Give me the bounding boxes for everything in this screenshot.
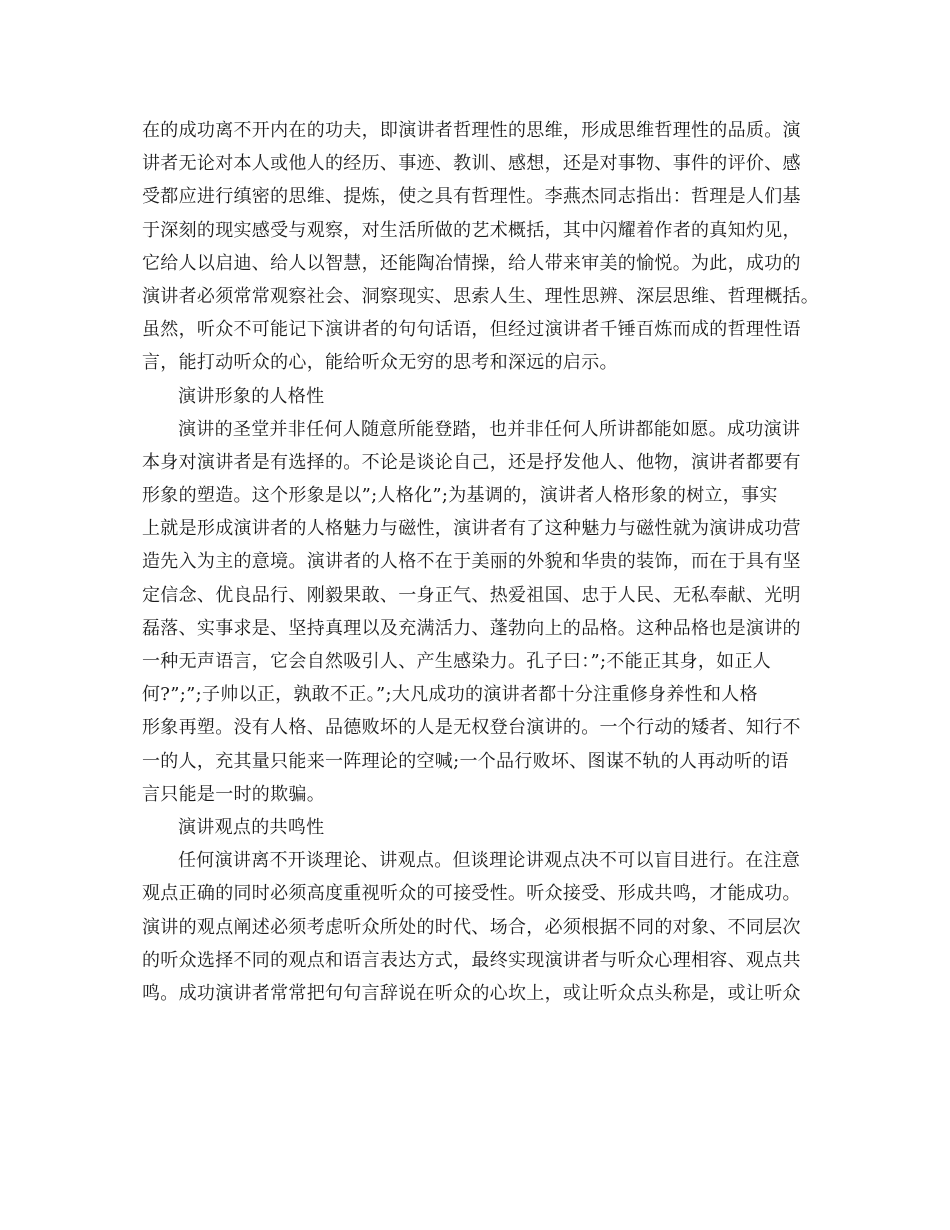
text-line: 鸣。成功演讲者常常把句句言辞说在听众的心坎上，或让听众点头称是，或让听众: [142, 982, 801, 1004]
text-line: 于深刻的现实感受与观察，对生活所做的艺术概括，其中闪耀着作者的真知灼见，: [142, 219, 801, 241]
text-line: 一种无声语言，它会自然吸引人、产生感染力。孔子曰：”;不能正其身，如正人: [142, 651, 772, 672]
text-line: 形象的塑造。这个形象是以”;人格化”;为基调的，演讲者人格形象的树立，事实: [142, 485, 778, 507]
text-line: 上就是形成演讲者的人格魅力与磁性，演讲者有了这种魅力与磁性就为演讲成功营: [142, 518, 801, 540]
text-line: 在的成功离不开内在的功夫，即演讲者哲理性的思维，形成思维哲理性的品质。演: [142, 120, 801, 141]
text-line: 演讲的圣堂并非任何人随意所能登踏，也并非任何人所讲都能如愿。成功演讲: [178, 418, 801, 440]
text-line: 磊落、实事求是、坚持真理以及充满活力、蓬勃向上的品格。这种品格也是演讲的: [142, 617, 801, 639]
text-line: 形象再塑。没有人格、品德败坏的人是无权登台演讲的。一个行动的矮者、知行不: [142, 717, 801, 739]
text-line: 演讲观点的共鸣性: [178, 816, 325, 838]
text-line: 的听众选择不同的观点和语言表达方式，最终实现演讲者与听众心理相容、观点共: [142, 949, 801, 971]
text-line: 定信念、优良品行、刚毅果敢、一身正气、热爱祖国、忠于人民、无私奉献、光明: [142, 584, 801, 606]
text-line: 受都应进行缜密的思维、提炼，使之具有哲理性。李燕杰同志指出：哲理是人们基: [142, 186, 801, 208]
text-line: 观点正确的同时必须高度重视听众的可接受性。听众接受、形成共鸣，才能成功。: [142, 883, 801, 905]
text-line: 演讲形象的人格性: [178, 385, 325, 407]
text-line: 本身对演讲者是有选择的。不论是谈论自己，还是抒发他人、他物，演讲者都要有: [142, 451, 801, 473]
text-line: 言，能打动听众的心，能给听众无穷的思考和深远的启示。: [142, 352, 618, 374]
text-line: 言只能是一时的欺骗。: [142, 783, 325, 805]
body-text: [142, 114, 832, 1010]
text-line: 演讲的观点阐述必须考虑听众所处的时代、场合，必须根据不同的对象、不同层次: [142, 916, 801, 938]
text-line: 演讲者必须常常观察社会、洞察现实、思索人生、理性思辨、深层思维、哲理概括。: [142, 285, 820, 307]
text-line: 一的人，充其量只能来一阵理论的空喊;一个品行败坏、图谋不轨的人再动听的语: [142, 750, 789, 772]
text-line: 何?”;”;子帅以正，孰敢不正。”;大凡成功的演讲者都十分注重修身养性和人格: [142, 684, 758, 706]
text-line: 讲者无论对本人或他人的经历、事迹、教训、感想，还是对事物、事件的评价、感: [142, 153, 801, 175]
text-line: 虽然，听众不可能记下演讲者的句句话语，但经过演讲者千锤百炼而成的哲理性语: [142, 319, 801, 341]
text-line: 造先入为主的意境。演讲者的人格不在于美丽的外貌和华贵的装饰，而在于具有坚: [142, 551, 801, 573]
text-line: 任何演讲离不开谈理论、讲观点。但谈理论讲观点决不可以盲目进行。在注意: [178, 850, 801, 872]
text-line: 它给人以启迪、给人以智慧，还能陶冶情操，给人带来审美的愉悦。为此，成功的: [142, 252, 801, 274]
